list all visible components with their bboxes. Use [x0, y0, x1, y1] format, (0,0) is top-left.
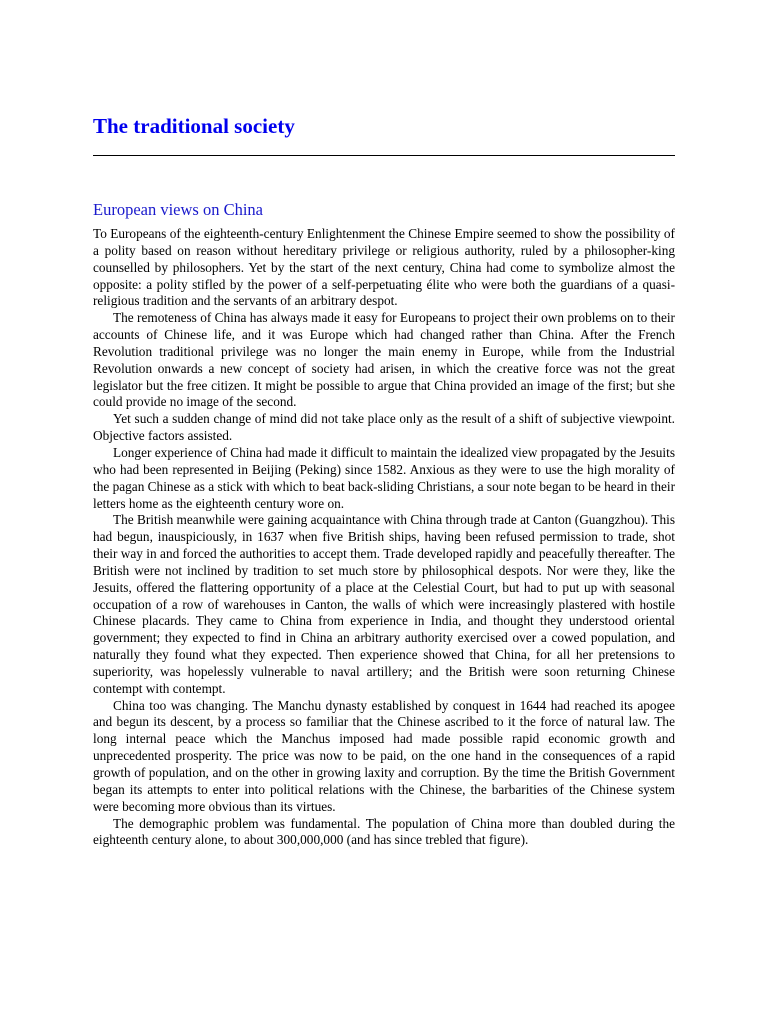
- chapter-title: The traditional society: [93, 114, 295, 138]
- paragraph: The demographic problem was fundamental. The population of China more than doubled during the eighteenth century alone, to about 300,000,000 (and has since trebled that figure).: [93, 815, 675, 848]
- paragraph: The remoteness of China has always made it easy for Europeans to project their own problems on to their accounts of Chinese life, and it was Europe which had changed rather than China. After the French Revolution traditional privilege was no longer the main enemy in Europe, while from the Industrial Revolution onwards a new concept of society had arisen, in which the creative force was not the great legislator but the free citizen. It might be possible to argue that China provided an image of the first; but she could provide no image of the second.: [93, 310, 675, 410]
- paragraph: China too was changing. The Manchu dynasty established by conquest in 1644 had reached its apogee and begun its descent, by a process so familiar that the Chinese ascribed to it the force of natural law. The long internal peace which the Manchus imposed had made possible rapid economic growth and unprecedented prosperity. The price was now to be paid, on the one hand in the consequences of a rapid growth of population, and on the other in growing laxity and corruption. By the time the British Government began its attempts to enter into political relations with the Chinese, the barbarities of the Chinese system were becoming more obvious than its virtues.: [93, 697, 675, 814]
- paragraph: The British meanwhile were gaining acquaintance with China through trade at Canton (Guangzhou). This had begun, inauspiciously, in 1637 when five British ships, having been refused permission to trade, shot their way in and forced the authorities to accept them. Trade developed rapidly and peacefully thereafter. The British were not inclined by tradition to set much store by philosophical despots. Nor were they, like the Jesuits, offered the flattering opportunity of a place at the Celestial Court, but had to put up with seasonal occupation of a row of warehouses in Canton, the walls of which were increasingly plastered with hostile Chinese placards. They came to China from experience in India, and thought they understood oriental government; they expected to find in China an arbitrary authority exercised over a cowed population, and naturally they found what they expected. Then experience showed that China, for all her pretensions to superiority, was hopelessly vulnerable to naval artillery; and the British were soon returning Chinese contempt with contempt.: [93, 512, 675, 696]
- paragraph: Longer experience of China had made it difficult to maintain the idealized view propagated by the Jesuits who had been represented in Beijing (Peking) since 1582. Anxious as they were to use the high morality of the pagan Chinese as a stick with which to beat back-sliding Christians, a sour note began to be heard in their letters home as the eighteenth century wore on.: [93, 444, 675, 511]
- section-heading: European views on China: [93, 200, 264, 219]
- body-text: [93, 226, 675, 849]
- paragraph: Yet such a sudden change of mind did not take place only as the result of a shift of subjective viewpoint. Objective factors assisted.: [93, 411, 675, 444]
- title-divider: [93, 155, 675, 156]
- paragraph: To Europeans of the eighteenth-century Enlightenment the Chinese Empire seemed to show the possibility of a polity based on reason without hereditary privilege or religious authority, ruled by a philosopher-king counselled by philosophers. Yet by the start of the next century, China had come to symbolize almost the opposite: a polity stifled by the power of a self-perpetuating élite who were both the guardians of a quasi-religious tradition and the servants of an arbitrary despot.: [93, 226, 675, 309]
